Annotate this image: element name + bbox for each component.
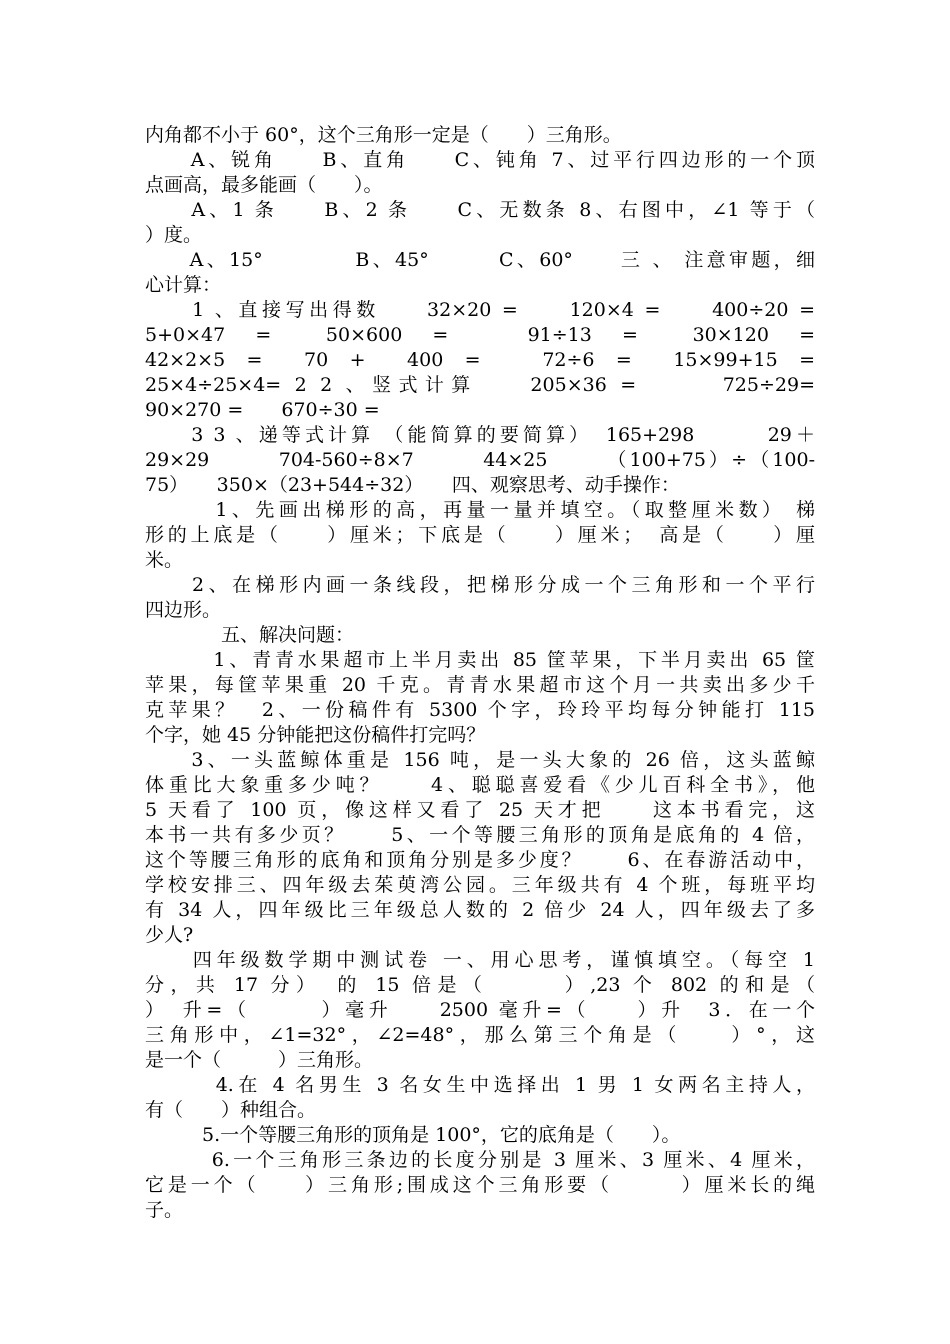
text-line: 29×29 704-560÷8×7 44×25 （100+75）÷（100- (145, 449, 815, 471)
text-line: 1 、直接写出得数 32×20 = 120×4 = 400÷20 = (145, 299, 815, 321)
text-line: 体重比大象重多少吨？ 4、聪聪喜爱看《少儿百科全书》，他 (145, 774, 815, 796)
text-line: ） 升=（ ）毫升 2500 毫升=（ ）升 3．在一个 (145, 999, 815, 1021)
text-line: 是一个（ ）三角形。 (145, 1049, 374, 1071)
text-line: A、15° B、45° C、60° 三 、 注意审题，细 (145, 249, 815, 271)
text-line: 内角都不小于 60°，这个三角形一定是（ ）三角形。 (145, 124, 622, 146)
text-line: 5 天看了 100 页，像这样又看了 25 天才把 这本书看完，这 (145, 799, 815, 821)
text-line: A、锐角 B、直角 C、钝角 7、过平行四边形的一个顶 (145, 149, 815, 171)
text-line: 米。 (145, 549, 184, 571)
text-line: 克苹果？ 2、一份稿件有 5300 个字，玲玲平均每分钟能打 115 (145, 699, 815, 721)
text-line: 42×2×5 = 70 + 400 = 72÷6 = 15×99+15 = (145, 349, 815, 371)
text-line: 子。 (145, 1199, 184, 1221)
text-line: 有 34 人，四年级比三年级总人数的 2 倍少 24 人，四年级去了多 (145, 899, 815, 921)
text-line: 它是一个（ ）三角形;围成这个三角形要（ ）厘米长的绳 (145, 1174, 815, 1196)
text-line: 四年级数学期中测试卷 一、用心思考，谨慎填空。（每空 1 (145, 949, 815, 971)
text-line: 25×4÷25×4= 2 2 、竖式计算 205×36 = 725÷29= (145, 374, 815, 396)
text-line: 这个等腰三角形的底角和顶角分别是多少度？ 6、在春游活动中， (145, 849, 815, 871)
text-line: 75） 350×（23+544÷32） 四、观察思考、动手操作： (145, 474, 680, 496)
text-line: 形的上底是（ ）厘米；下底是（ ）厘米； 高是（ ）厘 (145, 524, 815, 546)
text-line: 3、一头蓝鲸体重是 156 吨，是一头大象的 26 倍，这头蓝鲸 (145, 749, 815, 771)
text-line: 1、青青水果超市上半月卖出 85 筐苹果，下半月卖出 65 筐 (145, 649, 815, 671)
text-line: 分，共 17 分） 的 15 倍是（ ）,23 个 802 的和是（ (145, 974, 815, 996)
text-line: A、1 条 B、2 条 C、无数条 8、右图中，∠1 等于（ (145, 199, 815, 221)
text-line: 三角形中，∠1=32°，∠2=48°，那么第三个角是（ ）°，这 (145, 1024, 815, 1046)
text-line: 有（ ）种组合。 (145, 1099, 317, 1121)
text-line: 90×270 = 670÷30 = (145, 399, 380, 421)
text-line: 2、在梯形内画一条线段，把梯形分成一个三角形和一个平行 (145, 574, 815, 596)
text-line: 3 3 、递等式计算 （能简算的要简算） 165+298 29＋ (145, 424, 815, 446)
text-line: 1、先画出梯形的高，再量一量并填空。（取整厘米数） 梯 (145, 499, 815, 521)
text-line: 四边形。 (145, 599, 222, 621)
text-line: 苹果，每筐苹果重 20 千克。青青水果超市这个月一共卖出多少千 (145, 674, 815, 696)
text-line: 5+0×47 = 50×600 = 91÷13 = 30×120 = (145, 324, 815, 346)
text-line: 5.一个等腰三角形的顶角是 100°，它的底角是（ ）。 (145, 1124, 681, 1146)
text-line: 心计算： (145, 274, 222, 296)
text-line: 4.在 4 名男生 3 名女生中选择出 1 男 1 女两名主持人， (145, 1074, 815, 1096)
text-line: 6.一个三角形三条边的长度分别是 3 厘米、3 厘米、4 厘米， (145, 1149, 815, 1171)
text-line: 本书一共有多少页？ 5、一个等腰三角形的顶角是底角的 4 倍， (145, 824, 815, 846)
section-heading: 五、解决问题： (145, 624, 355, 646)
text-line: 学校安排三、四年级去茱萸湾公园。三年级共有 4 个班，每班平均 (145, 874, 815, 896)
text-line: 点画高，最多能画（ ）。 (145, 174, 383, 196)
text-line: 少人? (145, 924, 194, 946)
text-line: ）度。 (145, 224, 203, 246)
text-line: 个字，她 45 分钟能把这份稿件打完吗？ (145, 724, 486, 746)
